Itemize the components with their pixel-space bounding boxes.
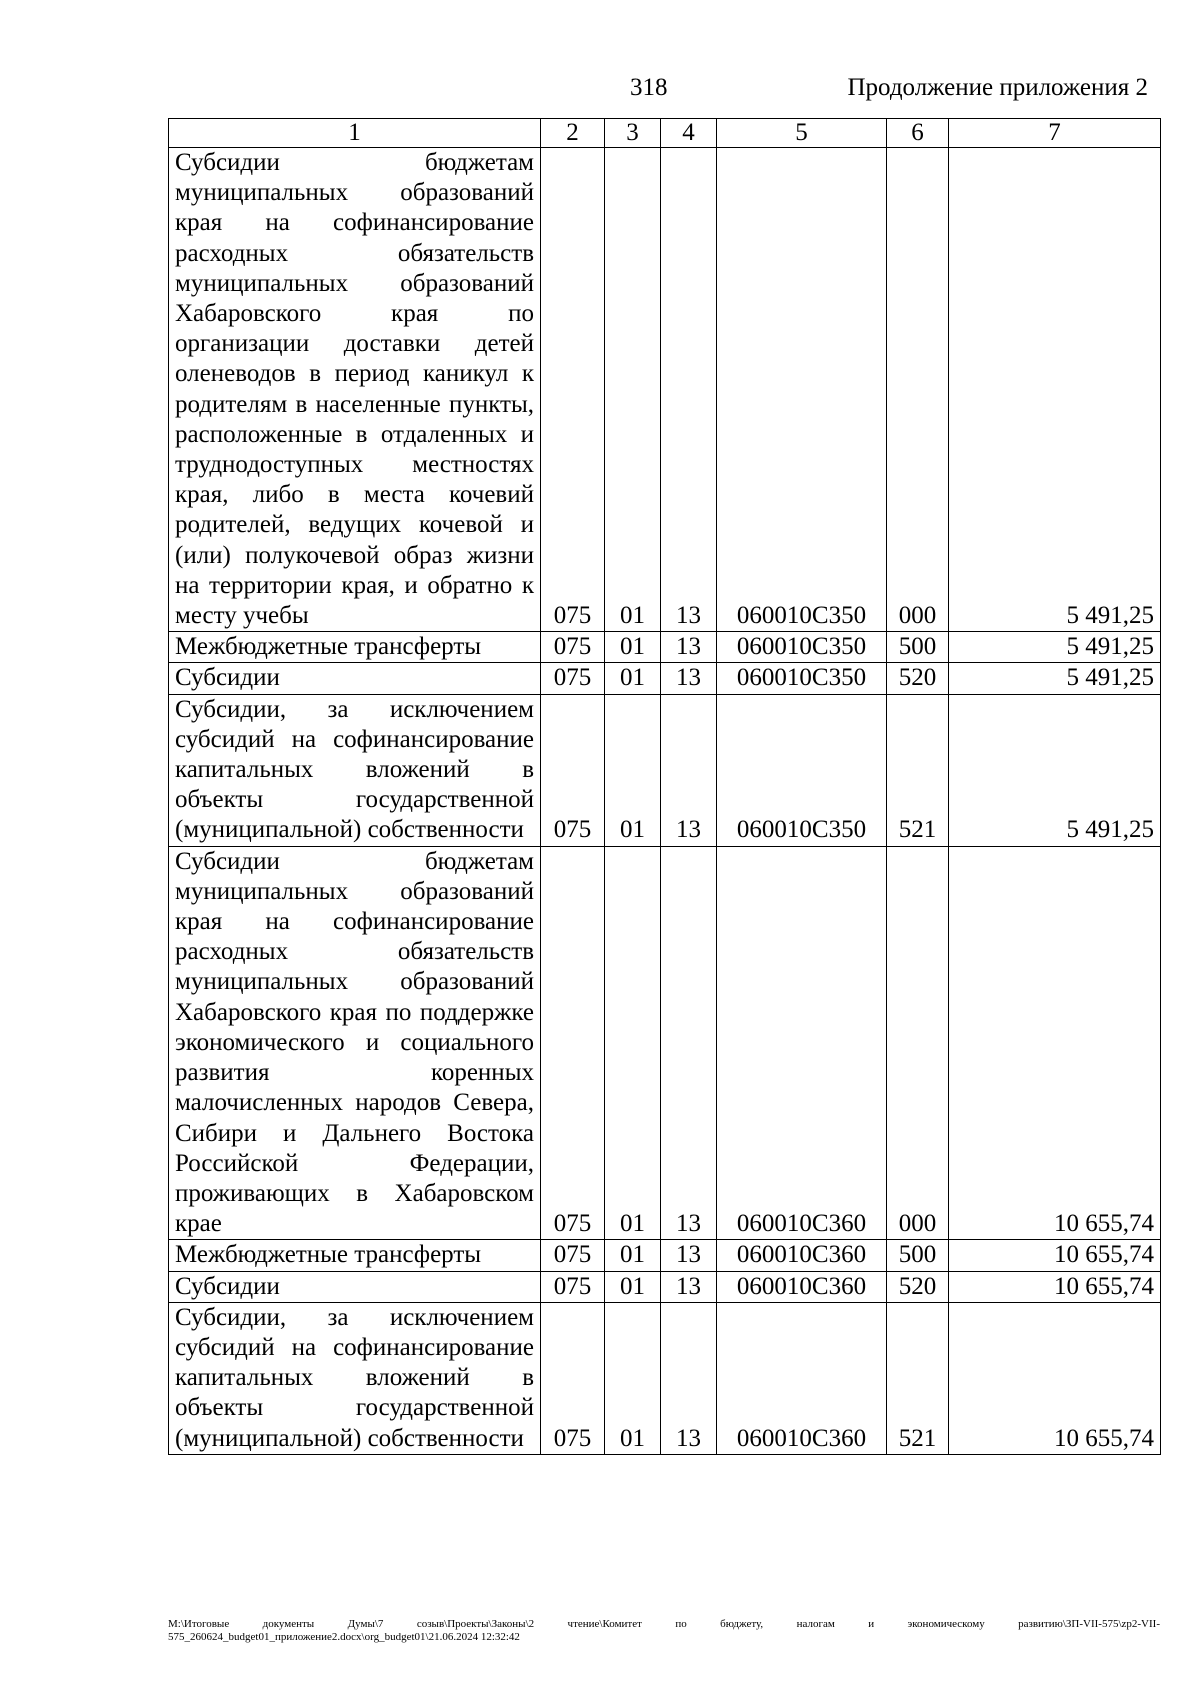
row-code-4: 13	[661, 1302, 717, 1454]
row-description: Субсидии бюджетам муниципальных образований края на софинансирование расходных обязательств муниципальных образований Хабаровского края по поддержке экономического и социального развития коренных малочисленных народов Севера, Сибири и Дальнего Востока Российской Федерации, проживающих в Хабаровском крае	[169, 846, 541, 1240]
row-code-6: 500	[887, 1240, 949, 1271]
row-description: Субсидии, за исключением субсидий на софинансирование капитальных вложений в объекты государственной (муниципальной) собственности	[169, 694, 541, 846]
row-code-5: 060010С360	[717, 1240, 887, 1271]
page-number: 318	[630, 74, 668, 101]
row-amount: 10 655,74	[949, 1271, 1161, 1302]
table-row	[169, 632, 1161, 663]
table-row	[169, 663, 1161, 694]
row-code-4: 13	[661, 663, 717, 694]
column-header: 2	[541, 119, 605, 148]
row-code-5: 060010С350	[717, 148, 887, 632]
row-code-4: 13	[661, 148, 717, 632]
column-header: 7	[949, 119, 1161, 148]
table-row	[169, 1240, 1161, 1271]
row-amount: 10 655,74	[949, 1240, 1161, 1271]
column-header: 5	[717, 119, 887, 148]
appendix-continuation-label: Продолжение приложения 2	[847, 74, 1148, 101]
row-code-5: 060010С350	[717, 632, 887, 663]
row-description: Субсидии	[169, 1271, 541, 1302]
table-header-row	[169, 119, 1161, 148]
row-code-3: 01	[605, 1302, 661, 1454]
row-amount: 5 491,25	[949, 663, 1161, 694]
row-code-4: 13	[661, 694, 717, 846]
row-amount: 5 491,25	[949, 694, 1161, 846]
row-amount: 10 655,74	[949, 846, 1161, 1240]
table-row	[169, 1271, 1161, 1302]
column-header: 1	[169, 119, 541, 148]
row-amount: 5 491,25	[949, 148, 1161, 632]
row-code-3: 01	[605, 846, 661, 1240]
row-code-5: 060010С360	[717, 1271, 887, 1302]
table-row	[169, 694, 1161, 846]
table-row	[169, 1302, 1161, 1454]
row-code-2: 075	[541, 1271, 605, 1302]
row-code-3: 01	[605, 632, 661, 663]
row-code-2: 075	[541, 694, 605, 846]
row-code-6: 520	[887, 1271, 949, 1302]
budget-table	[168, 118, 1161, 1455]
row-amount: 5 491,25	[949, 632, 1161, 663]
row-code-6: 000	[887, 846, 949, 1240]
row-code-6: 521	[887, 694, 949, 846]
row-code-6: 520	[887, 663, 949, 694]
row-code-3: 01	[605, 663, 661, 694]
row-code-2: 075	[541, 1240, 605, 1271]
row-description: Субсидии	[169, 663, 541, 694]
row-code-2: 075	[541, 632, 605, 663]
row-description: Субсидии бюджетам муниципальных образований края на софинансирование расходных обязательств муниципальных образований Хабаровского края по организации доставки детей оленеводов в период каникул к родителям в населенные пункты, расположенные в отдаленных и труднодоступных местностях края, либо в места кочевий родителей, ведущих кочевой и (или) полукочевой образ жизни на территории края, и обратно к месту учебы	[169, 148, 541, 632]
row-code-4: 13	[661, 1240, 717, 1271]
row-amount: 10 655,74	[949, 1302, 1161, 1454]
row-code-3: 01	[605, 694, 661, 846]
row-code-3: 01	[605, 1240, 661, 1271]
row-code-2: 075	[541, 1302, 605, 1454]
row-description: Субсидии, за исключением субсидий на софинансирование капитальных вложений в объекты государственной (муниципальной) собственности	[169, 1302, 541, 1454]
row-code-5: 060010С350	[717, 663, 887, 694]
row-code-2: 075	[541, 148, 605, 632]
row-description: Межбюджетные трансферты	[169, 632, 541, 663]
row-code-2: 075	[541, 846, 605, 1240]
row-description: Межбюджетные трансферты	[169, 1240, 541, 1271]
row-code-5: 060010С360	[717, 846, 887, 1240]
row-code-6: 521	[887, 1302, 949, 1454]
row-code-2: 075	[541, 663, 605, 694]
row-code-4: 13	[661, 1271, 717, 1302]
row-code-3: 01	[605, 148, 661, 632]
document-file-path: M:\Итоговые документы Думы\7 созыв\Проекты\Законы\2 чтение\Комитет по бюджету, налогам и экономическому развитию\ЗП-VII-575\zp2-VII-575_260624_budget01_приложение2.docx\org_budget01\21.06.2024 12:32:42	[168, 1618, 1160, 1643]
row-code-5: 060010С350	[717, 694, 887, 846]
row-code-4: 13	[661, 632, 717, 663]
row-code-5: 060010С360	[717, 1302, 887, 1454]
row-code-4: 13	[661, 846, 717, 1240]
row-code-6: 500	[887, 632, 949, 663]
column-header: 4	[661, 119, 717, 148]
column-header: 3	[605, 119, 661, 148]
table-row	[169, 846, 1161, 1240]
column-header: 6	[887, 119, 949, 148]
row-code-3: 01	[605, 1271, 661, 1302]
row-code-6: 000	[887, 148, 949, 632]
table-row	[169, 148, 1161, 632]
